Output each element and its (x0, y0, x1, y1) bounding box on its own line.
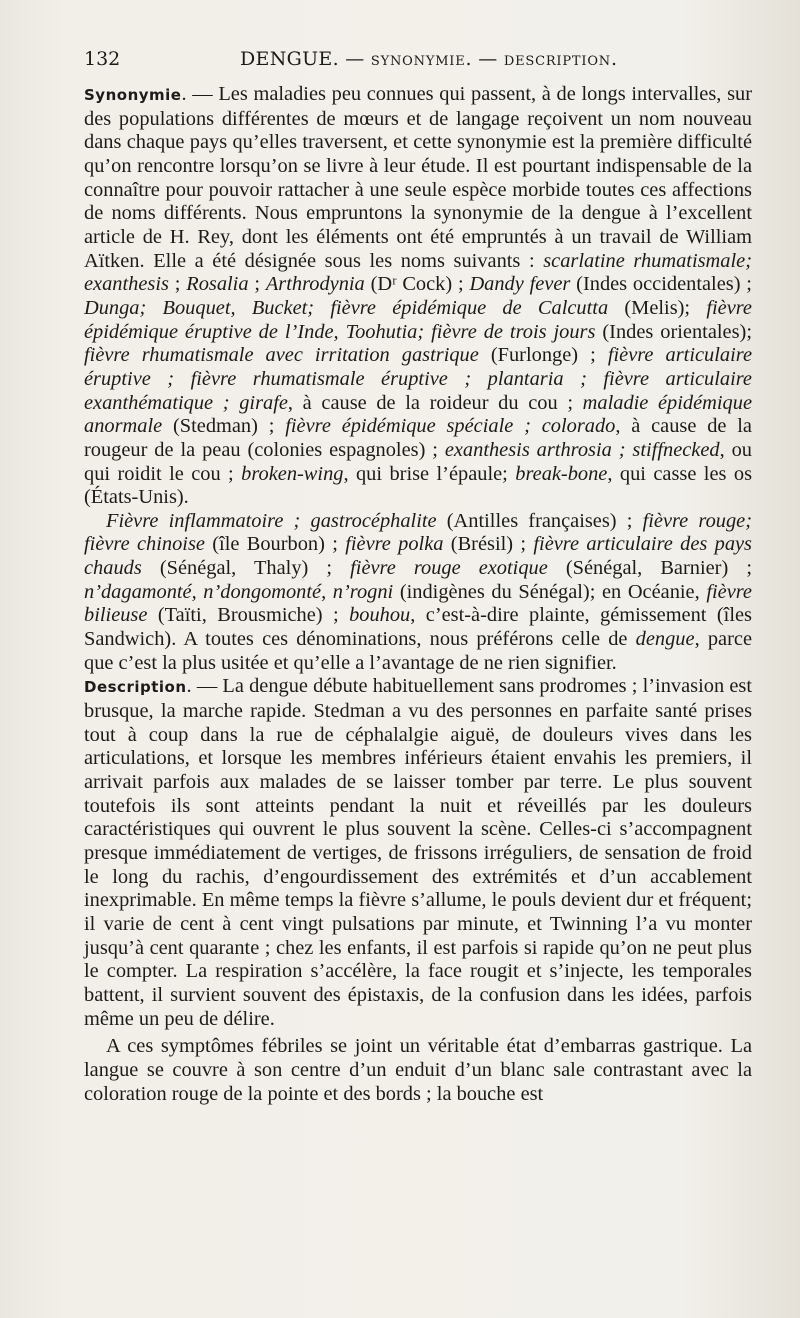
paragraph-embarras-gastrique: A ces symptômes fébriles se joint un véritable état d’embarras gastrique. La langue se couvre à son centre d’un enduit d’un blanc sale contrastant avec la coloration rouge de la pointe et des bords ; la bouche est (84, 1035, 752, 1105)
running-title: DENGUE. — SYNONYMIE. — DESCRIPTION. (240, 48, 618, 70)
italic-term: fièvre épidémique éruptive de l’Inde, Toohutia; fièvre de trois jours (84, 296, 752, 343)
text-run: , c’est-à-dire plainte, gémissement (îles Sandwich). A toutes ces dénominations, nous préférons celle de (84, 604, 752, 651)
text-run: , parce que c’est la plus usitée et qu’elle a l’avantage de ne rien signifier. (84, 628, 752, 674)
paragraph-description (84, 675, 752, 1031)
text-run: (Antilles françaises) ; (436, 509, 643, 532)
page-body (84, 83, 752, 1106)
page-number: 132 (84, 48, 121, 70)
text-run: (Dʳ Cock) ; (364, 273, 470, 296)
italic-term: Arthrodynia (265, 273, 365, 296)
text-run: (Stedman) ; (162, 415, 286, 438)
text-run: (Indes orientales); (595, 320, 752, 343)
italic-term: fièvre polka (345, 533, 444, 556)
italic-term: Rosalia (186, 273, 249, 296)
text-run: ; (168, 273, 187, 296)
text-run: (Brésil) ; (443, 533, 534, 556)
italic-term: fièvre articulaire des pays chauds (84, 533, 752, 580)
italic-term: n’dagamonté, n’dongomonté, n’rogni (84, 580, 394, 603)
synonym-list (84, 250, 752, 509)
text-run: (Indes occidentales) ; (570, 273, 752, 296)
paragraph-synonymie-continued (84, 510, 752, 676)
running-header (84, 48, 752, 74)
italic-term: bouhou (349, 604, 411, 627)
italic-term: dengue (635, 628, 695, 651)
text-run: (Furlonge) ; (478, 344, 608, 367)
italic-term: Dandy fever (469, 273, 571, 296)
text-run: ; (248, 273, 266, 296)
italic-term: break-bone (515, 462, 608, 485)
italic-term: scarlatine rhumatismale; exanthesis (84, 249, 752, 296)
description-text: . — La dengue débute habituellement sans prodromes ; l’invasion est brusque, la marche rapide. Stedman a vu des personnes en parfaite santé prises tout à coup dans la rue de céphalalgie aiguë, de douleurs vives dans les articulations, et lorsque les membres inférieurs étaient envahis les premiers, il arrivait parfois aux malades de se laisser tomber par terre. Le plus souvent toutefois ils sont atteints pendant la nuit et réveillés par les douleurs caractéristiques qui ouvrent le plus souvent la scène. Celles-ci s’accompagnent presque immédiatement de vertiges, de frissons irréguliers, de sensation de froid le long du rachis, d’engourdissement des extrémités et d’un accablement inexprimable. En même temps la fièvre s’allume, le pouls devient dur et fréquent; il varie de cent à cent vingt pulsations par minute, et Twinning l’a vu monter jusqu’à cent quarante ; chez les enfants, il est parfois si rapide qu’on ne peut plus le compter. La respiration s’accélère, la face rougit et s’injecte, les temporales battent, il survient souvent des épistaxis, de la confusion dans les idées, parfois même un peu de délire. (84, 675, 752, 1030)
italic-term: fièvre rouge exotique (350, 557, 548, 580)
italic-term: maladie épidémique anormale (84, 391, 752, 438)
text-run: , qui casse les os (États-Unis). (84, 462, 753, 509)
italic-term: fièvre articulaire éruptive ; fièvre rhumatismale éruptive ; plantaria ; fièvre articulaire exanthématique ; girafe (84, 344, 752, 414)
text-run: , à cause de la rougeur de la peau (colonies espagnoles) ; (84, 415, 752, 461)
synonymie-text: . — Les maladies peu connues qui passent, à de longs intervalles, sur des populations différentes de mœurs et de langage reçoivent un nom nouveau dans chaque pays qu’elles traversent, et cette synonymie est la première difficulté qu’on rencontre lorsqu’on se livre à leur étude. Il est pourtant indispensable de la connaître pour pouvoir rattacher à une seule espèce morbide toutes ces affections de noms différents. Nous empruntons la synonymie de la dengue à l’excellent article de H. Rey, dont les éléments ont été empruntés à un travail de William Aïtken. Elle a été désignée sous les noms suivants : (84, 83, 752, 272)
italic-term: Dunga; Bouquet, Bucket; fièvre épidémique de Calcutta (84, 296, 609, 319)
text-run: , qui brise l’épaule; (343, 462, 516, 485)
italic-term: fièvre épidémique spéciale ; colorado (285, 415, 616, 438)
italic-term: fièvre bilieuse (84, 580, 752, 627)
text-run: (indigènes du Sénégal); en Océanie, (393, 580, 707, 603)
italic-term: broken-wing (241, 462, 344, 485)
text-run: (Sénégal, Barnier) ; (547, 557, 752, 580)
text-run: (Taïti, Brousmiche) ; (147, 604, 350, 627)
italic-term: fièvre rouge; fièvre chinoise (84, 509, 753, 556)
text-run: (île Bourbon) ; (204, 533, 346, 556)
italic-term: exanthesis arthrosia ; stiffnecked (444, 438, 720, 461)
italic-term: Fièvre inflammatoire ; gastrocéphalite (106, 509, 437, 532)
text-run: , ou qui roidit le cou ; (84, 438, 752, 485)
text-run: (Sénégal, Thaly) ; (141, 557, 351, 580)
text-run: (Melis); (608, 296, 707, 319)
paragraph-synonymie (84, 83, 752, 510)
section-lead-description: Description (84, 678, 187, 697)
text-run: , à cause de la roideur du cou ; (287, 391, 583, 414)
italic-term: fièvre rhumatismale avec irritation gastrique (84, 344, 479, 367)
section-lead-synonymie: Synonymie (84, 86, 182, 104)
